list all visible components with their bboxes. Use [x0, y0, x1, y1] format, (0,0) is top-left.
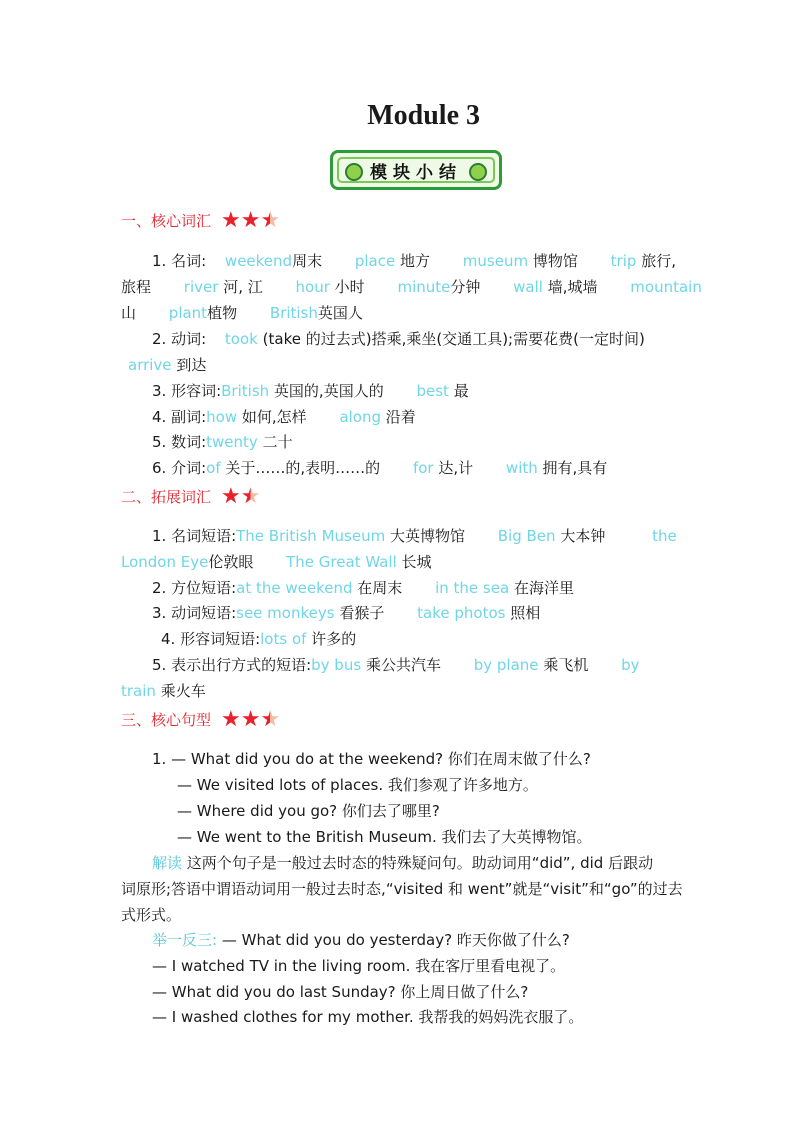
half-star-icon: ★: [260, 706, 281, 732]
section-heading-ext-vocab: [121, 483, 261, 509]
half-star-icon: ★: [260, 207, 281, 233]
dialog-line-1: 1. — What did you do at the weekend? 你们在周末做了什么?: [152, 750, 591, 768]
star-icon: ★: [240, 706, 261, 732]
dot-icon: [469, 163, 487, 181]
dialog-line-3: — Where did you go? 你们去了哪里?: [177, 802, 440, 820]
section-label: 一、核心词汇: [121, 212, 212, 230]
dialog-line-2: — We visited lots of places. 我们参观了许多地方。: [177, 776, 538, 794]
example-line-1: 举一反三: — What did you do yesterday? 昨天你做了什么?: [152, 931, 570, 949]
vocab-line-1b: 旅程 river 河, 江 hour 小时 minute分钟 wall 墙,城墙 mountain: [121, 278, 702, 296]
vocab-line-3: 3. 形容词:British 英国的,英国人的 best 最: [152, 382, 469, 400]
badge-label: 模块小结: [370, 162, 462, 183]
star-icon: ★: [221, 706, 241, 732]
star-icon: ★: [221, 483, 241, 509]
ext-line-1b: London Eye伦敦眼 The Great Wall 长城: [121, 553, 432, 571]
section-heading-core-vocab: [121, 207, 281, 233]
star-icon: ★: [240, 207, 261, 233]
ext-line-5b: train 乘火车: [121, 682, 206, 700]
dot-icon: [345, 163, 363, 181]
stars-rating: [221, 207, 281, 233]
example-line-3: — What did you do last Sunday? 你上周日做了什么?: [152, 983, 529, 1001]
ext-line-5: 5. 表示出行方式的短语:by bus 乘公共汽车 by plane 乘飞机 by: [152, 656, 640, 674]
page-title: Module 3: [367, 100, 480, 131]
note-line-2: 词原形;答语中谓语动词用一般过去时态,“visited 和 went”就是“visit”和“go”的过去: [121, 880, 683, 898]
summary-badge: [330, 150, 502, 190]
ext-line-2: 2. 方位短语:at the weekend 在周末 in the sea 在海洋里: [152, 579, 574, 597]
vocab-line-1c: 山 plant植物 British英国人: [121, 304, 363, 322]
vocab-line-1: 1. 名词: weekend周末 place 地方 museum 博物馆 trip 旅行,: [152, 252, 676, 270]
star-icon: ★: [221, 207, 241, 233]
section-label: 三、核心句型: [121, 711, 212, 729]
vocab-line-4: 4. 副词:how 如何,怎样 along 沿着: [152, 408, 416, 426]
half-star-icon: ★: [240, 483, 261, 509]
dialog-line-4: — We went to the British Museum. 我们去了大英博物馆。: [177, 828, 592, 846]
section-heading-core-sentences: [121, 706, 281, 732]
ext-line-3: 3. 动词短语:see monkeys 看猴子 take photos 照相: [152, 604, 541, 622]
vocab-line-5: 5. 数词:twenty 二十: [152, 433, 293, 451]
vocab-line-2b: arrive 到达: [128, 356, 207, 374]
example-line-4: — I washed clothes for my mother. 我帮我的妈妈洗衣服了。: [152, 1008, 584, 1026]
stars-rating: [221, 706, 281, 732]
stars-rating: [221, 483, 261, 509]
section-label: 二、拓展词汇: [121, 488, 212, 506]
ext-line-1: 1. 名词短语:The British Museum 大英博物馆 Big Ben 大本钟 the: [152, 527, 677, 545]
note-line-3: 式形式。: [121, 906, 182, 924]
ext-line-4: 4. 形容词短语:lots of 许多的: [161, 630, 357, 648]
vocab-line-2: 2. 动词: took (take 的过去式)搭乘,乘坐(交通工具);需要花费(一定时间): [152, 330, 645, 348]
vocab-line-6: 6. 介词:of 关于……的,表明……的 for 达,计 with 拥有,具有: [152, 459, 608, 477]
note-line-1: 解读 这两个句子是一般过去时态的特殊疑问句。助动词用“did”, did 后跟动: [152, 854, 654, 872]
example-line-2: — I watched TV in the living room. 我在客厅里看电视了。: [152, 957, 566, 975]
